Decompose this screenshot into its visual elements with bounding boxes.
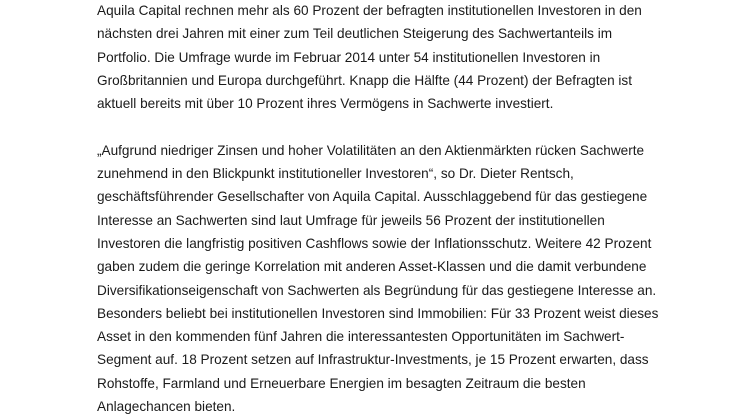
text-line: Investoren die langfristig positiven Cashflows sowie der Inflationsschutz. Weitere 42 Prozent [97, 235, 652, 251]
paragraph-2 [97, 139, 737, 419]
text-line: Rohstoffe, Farmland und Erneuerbare Energien im besagten Zeitraum die besten [97, 375, 586, 391]
text-line: Portfolio. Die Umfrage wurde im Februar 2014 unter 54 institutionellen Investoren in [97, 49, 601, 65]
text-line: Aquila Capital rechnen mehr als 60 Prozent der befragten institutionellen Investoren in den [97, 3, 642, 18]
text-line: Segment auf. 18 Prozent setzen auf Infrastruktur-Investments, je 15 Prozent erwarten, dass [97, 352, 649, 368]
text-line: geschäftsführender Gesellschafter von Aquila Capital. Ausschlaggebend für das gestiegene [97, 189, 648, 205]
text-line: aktuell bereits mit über 10 Prozent ihres Vermögens in Sachwerte investiert. [97, 96, 554, 112]
document-body [97, 0, 737, 418]
text-line: Anlagechancen bieten. [97, 399, 236, 415]
text-line: zunehmend in den Blickpunkt institutioneller Investoren“, so Dr. Dieter Rentsch, [97, 166, 574, 182]
text-line: Interesse an Sachwerten sind laut Umfrage für jeweils 56 Prozent der institutionellen [97, 212, 605, 228]
text-line: nächsten drei Jahren mit einer zum Teil deutlichen Steigerung des Sachwertanteils im [97, 26, 613, 42]
text-line: Diversifikationseigenschaft von Sachwerten als Begründung für das gestiegene Interesse an. [97, 282, 657, 298]
paragraph-1 [97, 0, 737, 115]
paragraph-gap [97, 115, 737, 138]
text-line: Asset in den kommenden fünf Jahren die interessantesten Opportunitäten im Sachwert- [97, 329, 625, 345]
text-line: Besonders beliebt bei institutionellen Investoren sind Immobilien: Für 33 Prozent weist dieses [97, 305, 659, 321]
text-line: Großbritannien und Europa durchgeführt. Knapp die Hälfte (44 Prozent) der Befragten ist [97, 72, 633, 88]
text-line: gaben zudem die geringe Korrelation mit anderen Asset-Klassen und die damit verbundene [97, 259, 647, 275]
text-line: „Aufgrund niedriger Zinsen und hoher Volatilitäten an den Aktienmärkten rücken Sachwerte [97, 142, 645, 158]
